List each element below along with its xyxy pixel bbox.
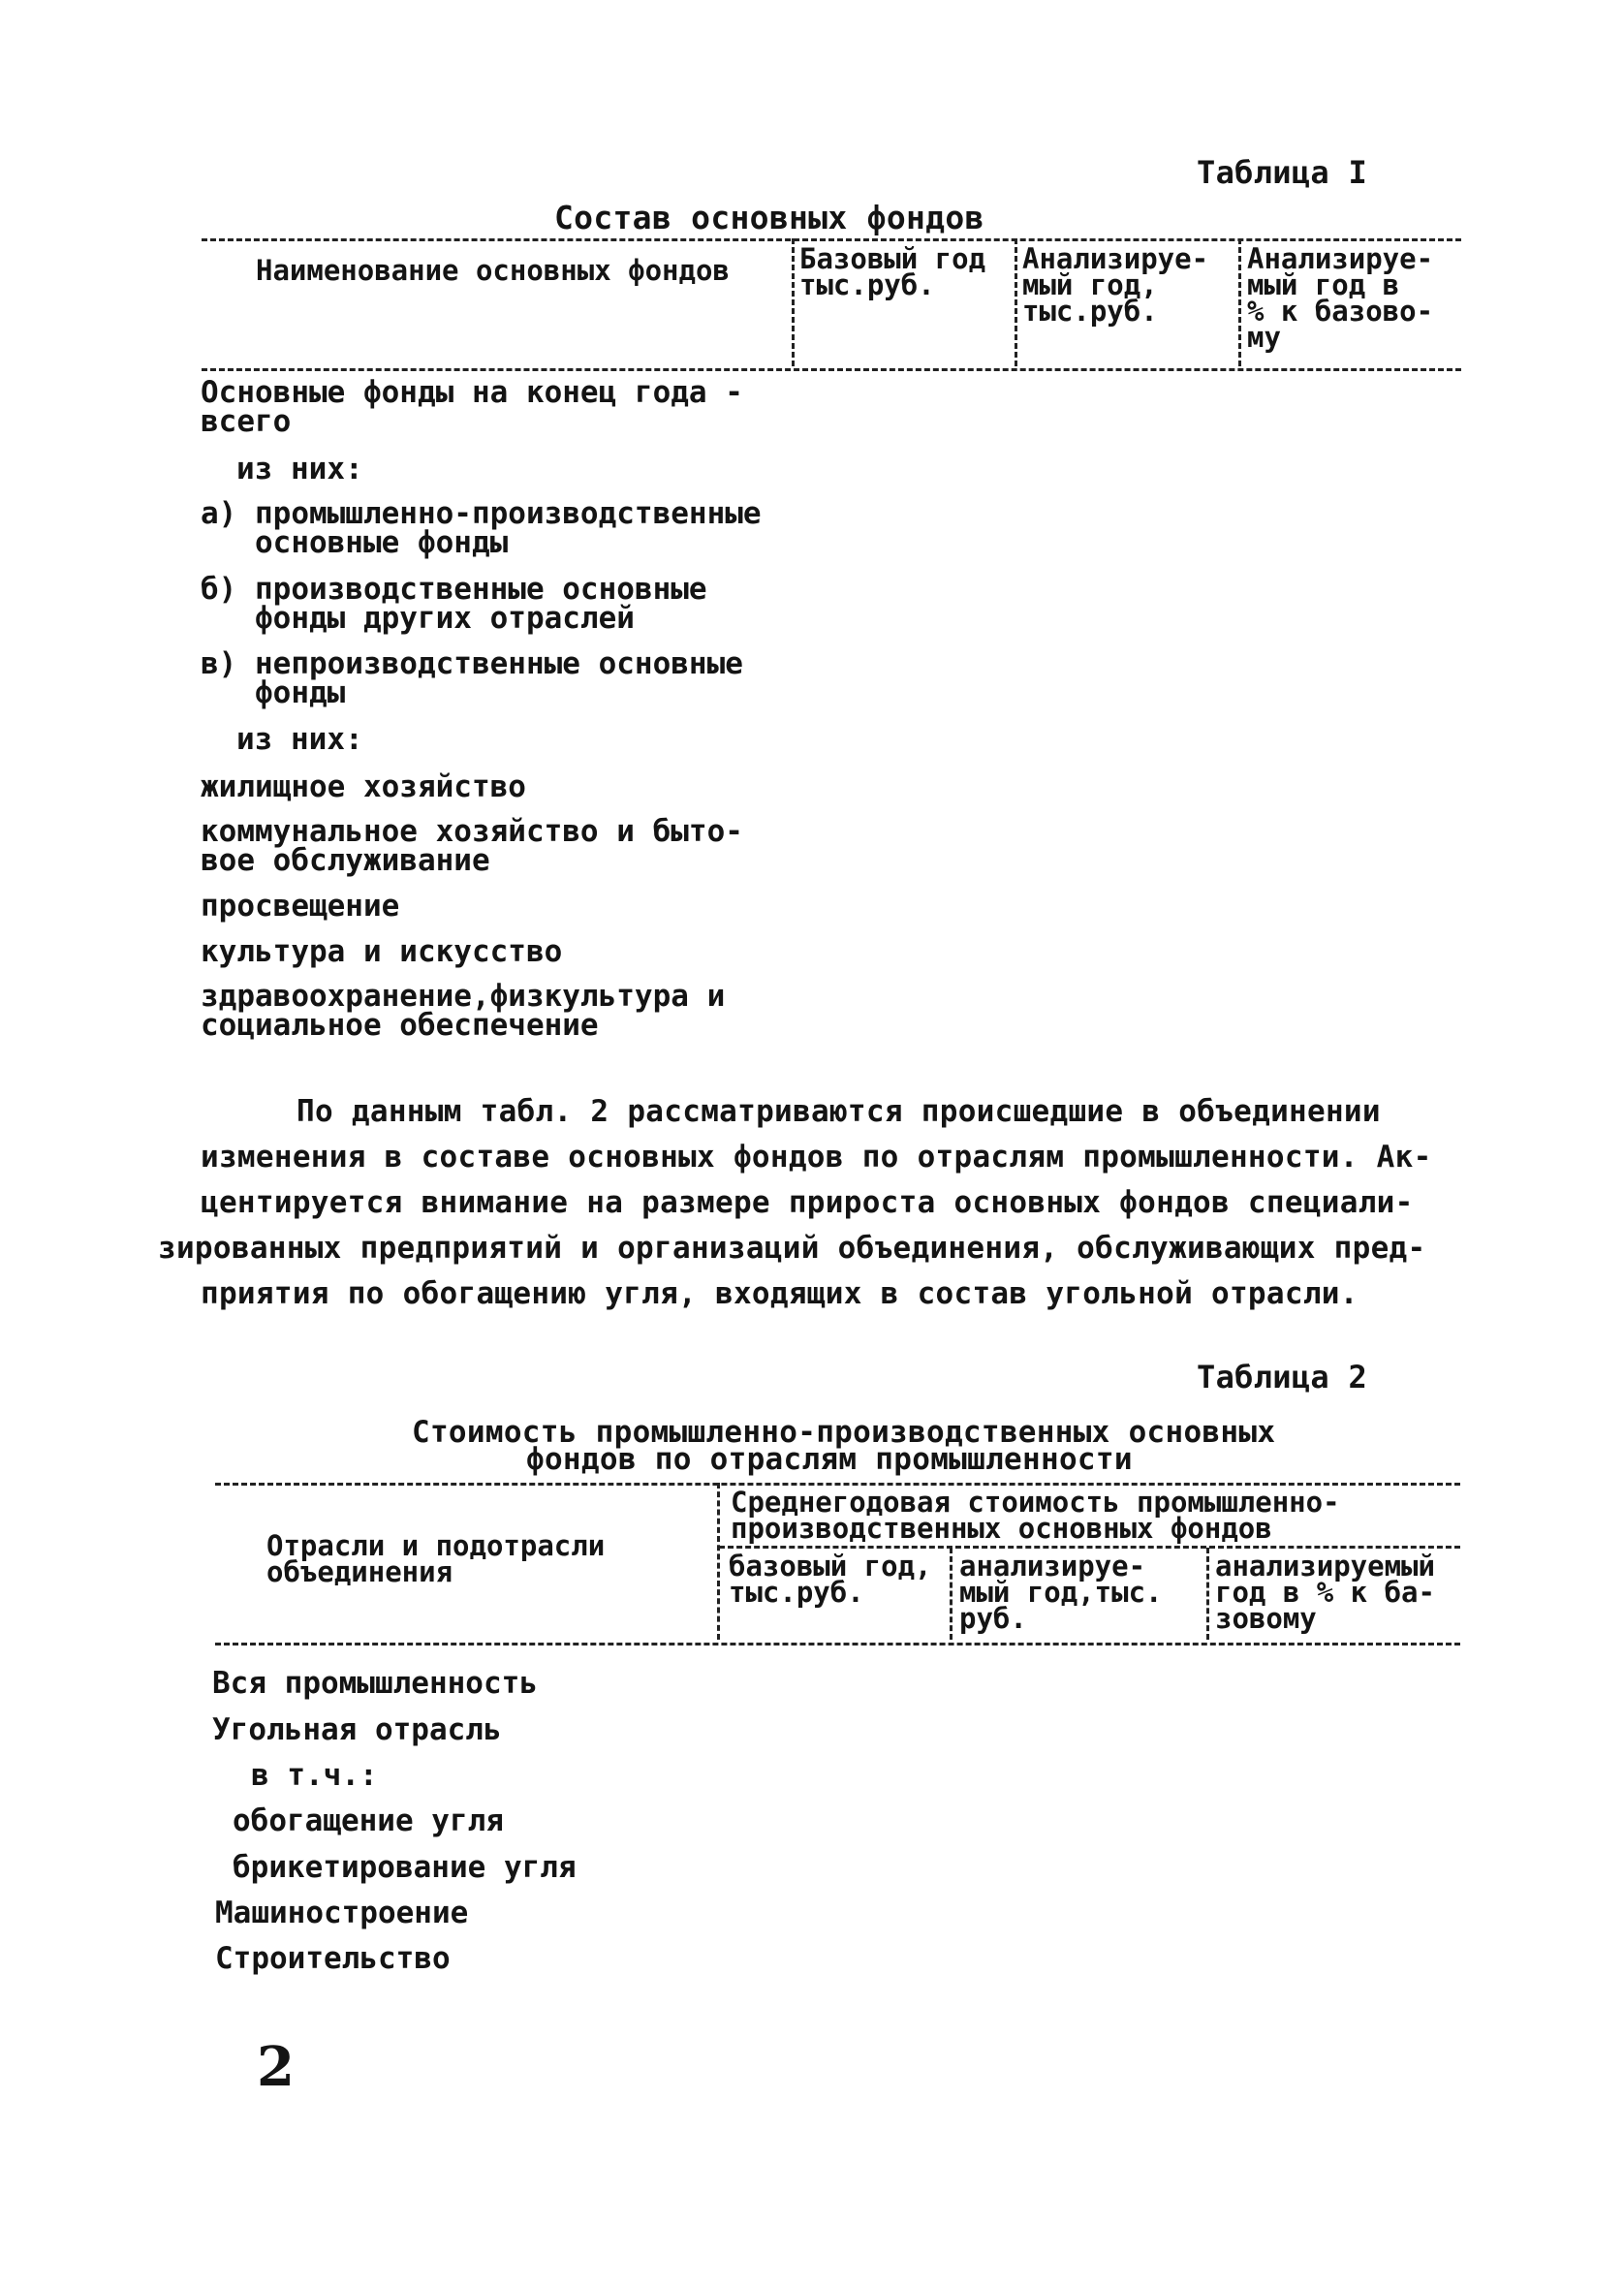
table1-row-a: а) промышленно-производственные основные фонды bbox=[201, 496, 762, 560]
table1-row-b: б) производственные основные фонды других отраслей bbox=[201, 572, 707, 636]
table1-col-sep-1 bbox=[792, 238, 795, 366]
table1-row-of-which-2: из них: bbox=[236, 722, 363, 757]
table2-header-group: Среднегодовая стоимость промышленно- производственных основных фондов bbox=[731, 1486, 1340, 1545]
table1-row-of-which-1: из них: bbox=[236, 452, 363, 486]
table2-col-sep-1 bbox=[717, 1483, 720, 1640]
table2-col-sep-2 bbox=[950, 1548, 953, 1640]
table2-row-coal-briquetting: брикетирование угля bbox=[233, 1850, 577, 1885]
table2-row-coal: Угольная отрасль bbox=[212, 1712, 502, 1747]
table1-header-name: Наименование основных фондов bbox=[256, 254, 730, 287]
page-number: 2 bbox=[257, 2035, 295, 2099]
table1-title: Состав основных фондов bbox=[554, 199, 984, 236]
table1-row-total: Основные фонды на конец года - всего bbox=[201, 375, 743, 439]
table2-header-base-year: базовый год, тыс.руб. bbox=[729, 1550, 932, 1609]
table1-header-base-year: Базовый год тыс.руб. bbox=[799, 242, 986, 301]
table1-header-percent: Анализируе- мый год в % к базово- му bbox=[1247, 242, 1434, 354]
paragraph-line-3: центируется внимание на размере прироста основных фондов специали- bbox=[201, 1185, 1414, 1220]
table2-row-construction: Строительство bbox=[215, 1941, 451, 1976]
table2-col-sep-3 bbox=[1206, 1548, 1209, 1640]
table1-top-rule bbox=[202, 238, 1461, 241]
table1-row-health: здравоохранение,физкультура и социальное обеспечение bbox=[201, 979, 726, 1043]
paragraph-line-5: приятия по обогащению угля, входящих в состав угольной отрасли. bbox=[201, 1276, 1359, 1311]
table2-header-rule bbox=[215, 1643, 1460, 1645]
table1-header-analyzed-year: Анализируе- мый год, тыс.руб. bbox=[1022, 242, 1209, 328]
paragraph-line-1: По данным табл. 2 рассматриваются происшедшие в объединении bbox=[297, 1094, 1381, 1129]
table1-row-c: в) непроизводственные основные фонды bbox=[201, 646, 743, 710]
table2-title-line-1: Стоимость промышленно-производственных основных bbox=[412, 1415, 1276, 1450]
table2-row-all-industry: Вся промышленность bbox=[212, 1666, 538, 1701]
table2-row-machine-building: Машиностроение bbox=[215, 1896, 469, 1930]
table1-row-culture: культура и искусство bbox=[201, 934, 563, 969]
table2-group-rule bbox=[719, 1546, 1460, 1549]
table2-row-including: в т.ч.: bbox=[251, 1758, 378, 1793]
table2-title-line-2: фондов по отраслям промышленности bbox=[526, 1442, 1133, 1477]
table2-header-percent: анализируемый год в % к ба- зовому bbox=[1215, 1550, 1435, 1635]
table2-header-branch: Отрасли и подотрасли объединения bbox=[266, 1529, 606, 1588]
table2-row-coal-enrichment: обогащение угля bbox=[233, 1803, 504, 1838]
table1-col-sep-3 bbox=[1238, 238, 1241, 366]
table1-label: Таблица I bbox=[1197, 154, 1368, 191]
paragraph-line-2: изменения в составе основных фондов по отраслям промышленности. Ак- bbox=[201, 1140, 1432, 1175]
table1-row-education: просвещение bbox=[201, 889, 400, 924]
table2-label: Таблица 2 bbox=[1197, 1359, 1368, 1395]
table1-row-communal: коммунальное хозяйство и быто- вое обслуживание bbox=[201, 814, 743, 878]
table1-row-housing: жилищное хозяйство bbox=[201, 769, 526, 804]
table1-header-rule bbox=[202, 368, 1461, 371]
table2-header-analyzed-year: анализируе- мый год,тыс. руб. bbox=[959, 1550, 1163, 1635]
paragraph-line-4: зированных предприятий и организаций объединения, обслуживающих пред- bbox=[158, 1231, 1426, 1266]
table1-col-sep-2 bbox=[1015, 238, 1017, 366]
